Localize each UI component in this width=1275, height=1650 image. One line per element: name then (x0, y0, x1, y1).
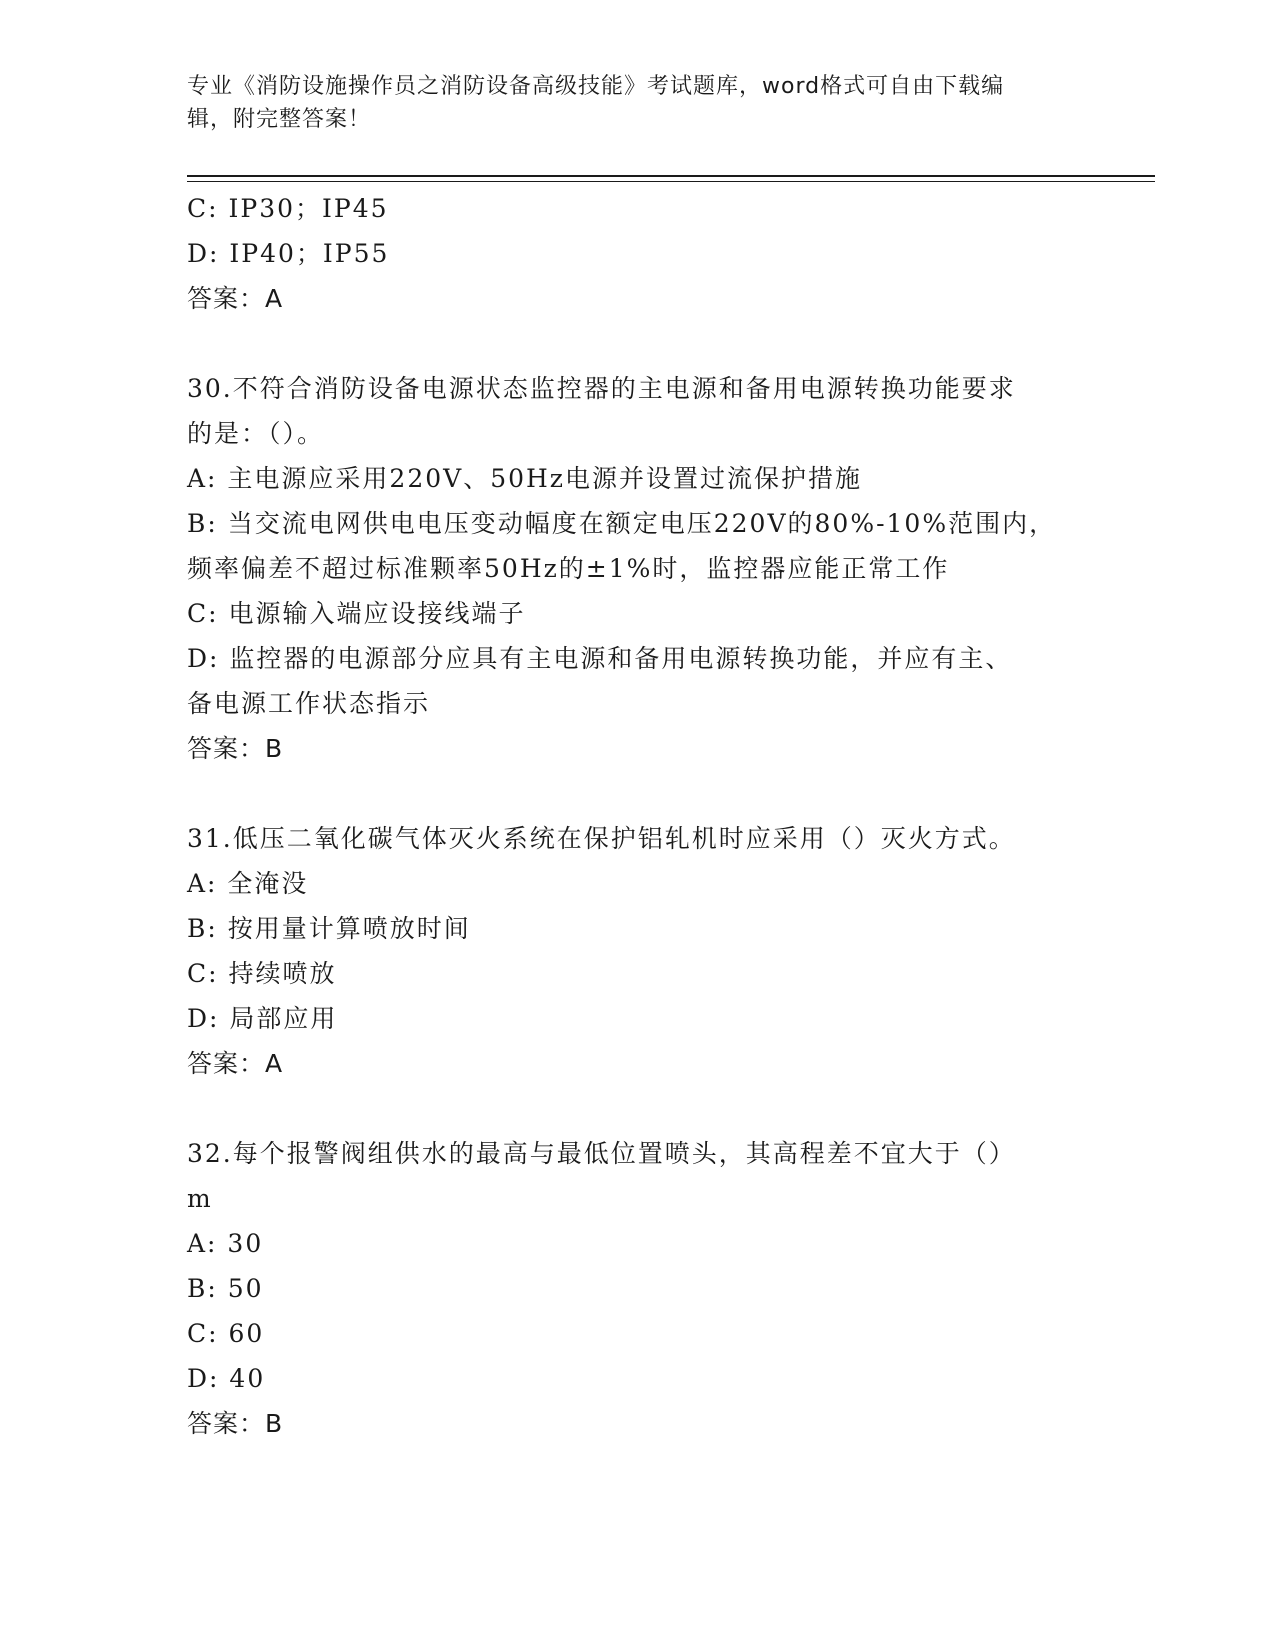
prev-option-c: C: IP30；IP45 (187, 194, 389, 223)
q31-stem: 31.低压二氧化碳气体灭火系统在保护铝轧机时应采用（）灭火方式。 (187, 824, 1016, 853)
q31-option-c: C: 持续喷放 (187, 959, 337, 988)
document-header (187, 70, 1077, 136)
q30-option-d-line-2: 备电源工作状态指示 (187, 689, 431, 718)
q32-option-a: A: 30 (187, 1229, 264, 1258)
q32-stem-line-1: 32.每个报警阀组供水的最高与最低位置喷头，其高程差不宜大于（） (187, 1139, 1016, 1168)
q31-option-a: A: 全淹没 (187, 869, 309, 898)
q30-answer: 答案：B (187, 734, 284, 763)
q32-option-b: B: 50 (187, 1274, 264, 1303)
q30-option-c: C: 电源输入端应设接线端子 (187, 599, 526, 628)
q30-option-a: A: 主电源应采用220V、50Hz电源并设置过流保护措施 (187, 464, 862, 493)
header-line-1: 专业《消防设施操作员之消防设备高级技能》考试题库，word格式可自由下载编 (187, 74, 1005, 99)
q32-option-c: C: 60 (187, 1319, 265, 1348)
q30-option-b-line-2: 频率偏差不超过标准颗率50Hz的±1%时，监控器应能正常工作 (187, 554, 950, 583)
q32-option-d: D: 40 (187, 1364, 266, 1393)
q30-stem-line-1: 30.不符合消防设备电源状态监控器的主电源和备用电源转换功能要求 (187, 374, 1016, 403)
q30-option-d-line-1: D: 监控器的电源部分应具有主电源和备用电源转换功能，并应有主、 (187, 644, 1013, 673)
q30-stem-line-2: 的是：（）。 (187, 419, 325, 448)
q30-option-b-line-1: B: 当交流电网供电电压变动幅度在额定电压220V的80%-10%范围内， (187, 509, 1057, 538)
header-divider-thin (187, 181, 1155, 182)
q31-option-d: D: 局部应用 (187, 1004, 338, 1033)
header-divider-thick (187, 175, 1155, 177)
q32-stem-line-2: m (187, 1184, 213, 1213)
prev-answer: 答案：A (187, 284, 284, 313)
q31-answer: 答案：A (187, 1049, 284, 1078)
q31-option-b: B: 按用量计算喷放时间 (187, 914, 471, 943)
prev-option-d: D: IP40；IP55 (187, 239, 390, 268)
q32-answer: 答案：B (187, 1409, 284, 1438)
header-line-2: 辑，附完整答案！ (187, 107, 372, 132)
